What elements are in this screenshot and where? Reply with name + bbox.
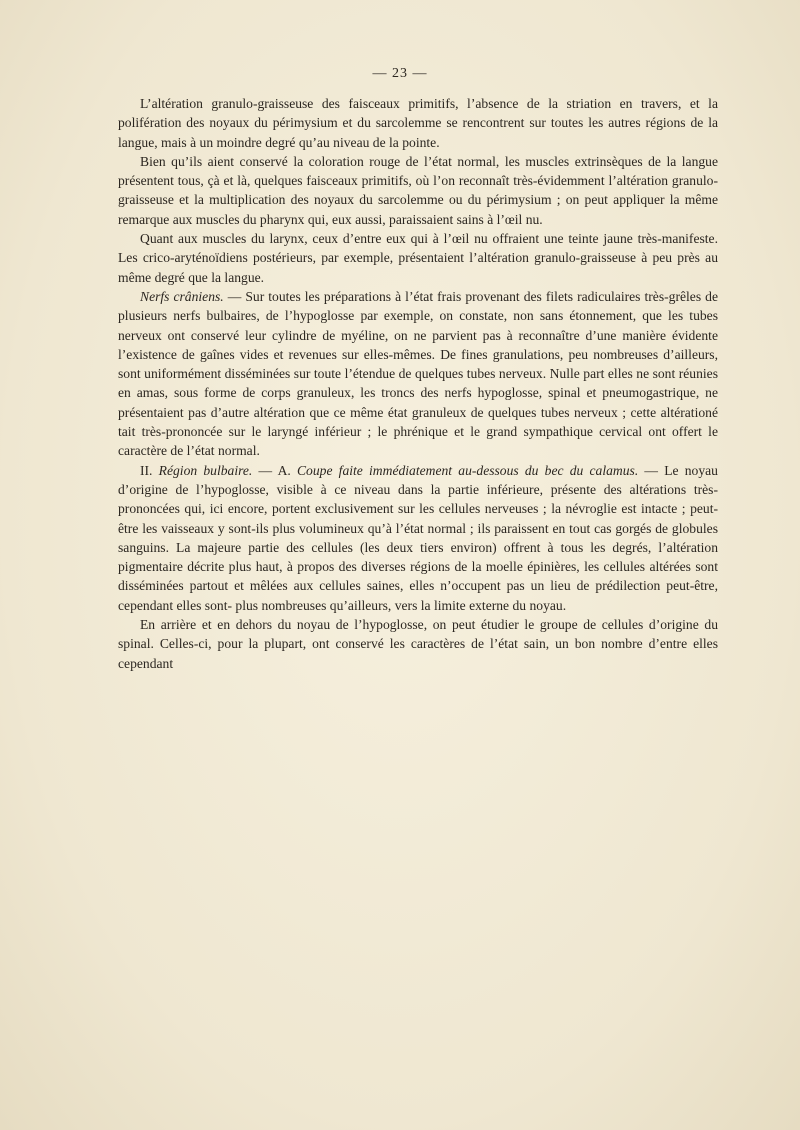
paragraph	[118, 229, 718, 287]
body-text	[118, 94, 718, 673]
paragraph-text: II.	[140, 462, 159, 478]
paragraph-text: — Le noyau d’origine de l’hypoglosse, visible à ce niveau dans la partie inférieure, présente des altérations très-prononcées qui, ici encore, portent exclusivement sur les cellules nerveuses ; la névroglie est intacte ; peut-être les vaisseaux y sont-ils plus volumineux qu’à l’état normal ; ils paraissent en tout cas gorgés de globules sanguins. La majeure partie des cellules (les deux tiers environ) offrent à tous les degrés, l’altération pigmentaire décrite plus haut, à propos des diverses régions de la moelle épinières, les cellules altérées sont disséminées partout et mêlées aux cellules saines, elles n’occupent pas un lieu de prédilection peut-être, cependant elles sont- plus nombreuses qu’ailleurs, vers la limite externe du noyau.	[118, 462, 718, 613]
paragraph	[118, 461, 718, 615]
paragraph-text: — Sur toutes les préparations à l’état frais provenant des filets radiculaires très-grêles de plusieurs nerfs bulbaires, de l’hypoglosse par exemple, on constate, non sans étonnement, que les tubes nerveux ont conservé leur cylindre de myéline, on ne parvient pas à reconnaître d’une manière évidente l’existence de gaînes vides et revenues sur elles-mêmes. De fines granulations, peu nombreuses d’ailleurs, sont uniformément disséminées sur toute l’étendue de quelques tubes nerveux. Nulle part elles ne sont réunies en amas, sous forme de corps granuleux, les troncs des nerfs hypoglosse, spinal et pneumogastrique, ne présentaient pas d’autre altération que ce même état granuleux de quelques tubes nerveux ; cette altérationé tait très-prononcée sur le laryngé inférieur ; le phrénique et le grand sympathique cervical ont offert le caractère de l’état normal.	[118, 288, 718, 459]
italic-heading: Coupe faite immédiatement au-dessous du bec du calamus.	[296, 462, 639, 478]
paragraph-text: En arrière et en dehors du noyau de l’hypoglosse, on peut étudier le groupe de cellules d’origine du spinal. Celles-ci, pour la plupart, ont conservé les caractères de l’état sain, un bon nombre d’entre elles cependant	[118, 617, 718, 671]
italic-heading: Région bulbaire.	[158, 462, 253, 478]
paragraph	[118, 152, 718, 229]
paragraph	[118, 615, 718, 673]
paragraph-text: — A.	[252, 462, 297, 478]
paragraph-text: Quant aux muscles du larynx, ceux d’entre eux qui à l’œil nu offraient une teinte jaune très-manifeste. Les crico-aryténoïdiens postérieurs, par exemple, présentaient l’altération granulo-graisseuse à peu près au même degré que la langue.	[118, 231, 718, 285]
page-number: — 23 —	[372, 66, 428, 81]
paragraph-text: L’altération granulo-graisseuse des faisceaux primitifs, l’absence de la striation en travers, et la polifération des noyaux du périmysium et du sarcolemme se rencontrent sur toutes les autres régions de la langue, mais à un moindre degré qu’au niveau de la pointe.	[118, 96, 718, 150]
paragraph-text: Bien qu’ils aient conservé la coloration rouge de l’état normal, les muscles extrinsèques de la langue présentent tous, çà et là, quelques faisceaux primitifs, où l’on reconnaît très-évidemment l’altération granulo-graisseuse et la multiplication des noyaux du sarcolemme ou du périmysium ; on peut appliquer la même remarque aux muscles du pharynx qui, eux aussi, paraissaient sains à l’œil nu.	[118, 153, 718, 227]
paragraph	[118, 94, 718, 152]
italic-heading: Nerfs crâniens.	[140, 288, 224, 304]
paragraph	[118, 287, 718, 461]
